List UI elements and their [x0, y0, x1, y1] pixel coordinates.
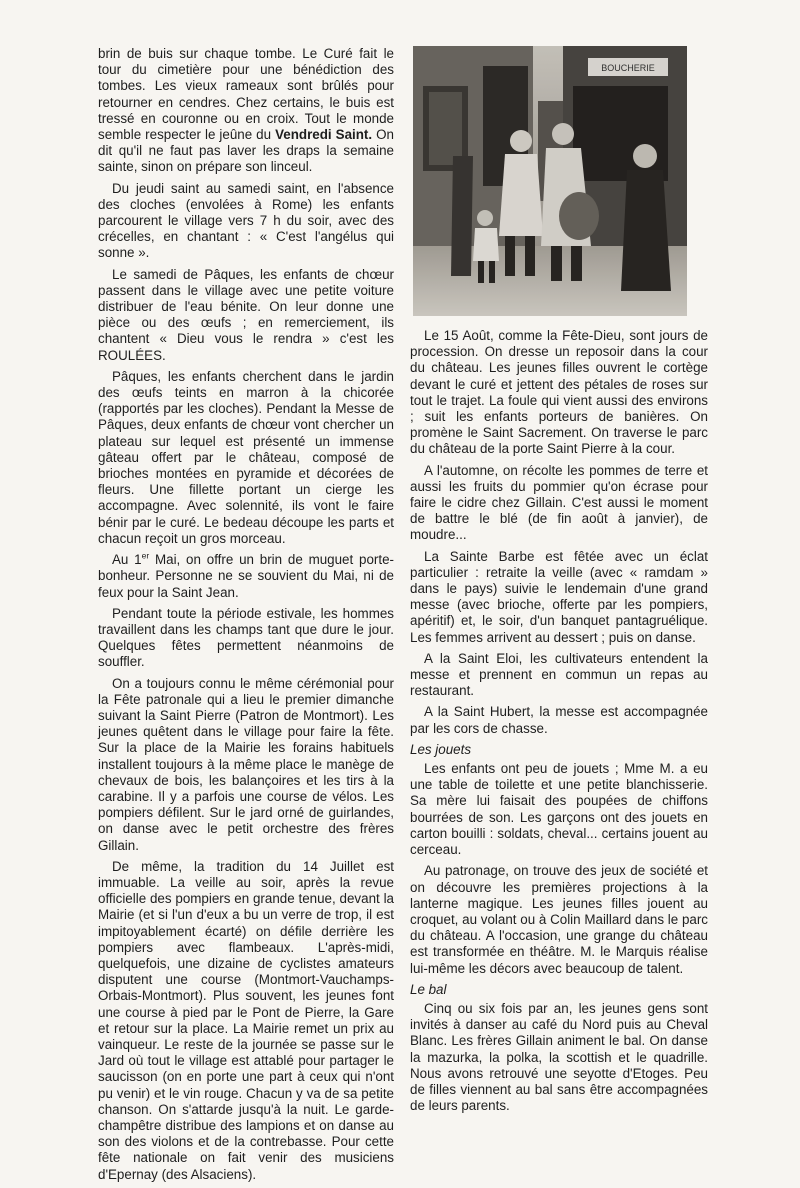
bold-text: Vendredi Saint. [275, 127, 373, 143]
left-paragraph [98, 606, 394, 671]
text-run: A l'automne, on récolte les pommes de terre et aussi les fruits du pommier qu'on écrase pour faire le cidre chez Gillain. C'est aussi le moment de battre le blé (de fin août à janvier), de moudre... [410, 462, 708, 543]
right-paragraph [410, 1001, 708, 1114]
shop-sign: BOUCHERIE [601, 63, 655, 73]
text-run: A la Saint Hubert, la messe est accompagnée par les cors de chasse. [410, 704, 708, 736]
section-heading: Les jouets [410, 741, 472, 757]
text-run: On dit qu'il ne faut pas laver les draps la semaine sainte, sinon on prépare son linceul. [98, 127, 394, 175]
text-run: Au 1 [112, 552, 142, 568]
section-heading: Le bal [410, 981, 447, 997]
text-run: Pendant toute la période estivale, les hommes travaillent dans les champs tant que dure le jour. Quelques fêtes permettent néanmoins de souffler. [98, 605, 394, 670]
right-paragraph [410, 704, 708, 736]
text-run: Du jeudi saint au samedi saint, en l'absence des cloches (envolées à Rome) les enfants parcourent le village vers 7 h du soir, avec des crécelles, en chantant : « C'est l'angélus qui sonne ». [98, 180, 394, 261]
text-run: Mai, on offre un brin de muguet porte-bonheur. Personne ne se souvient du Mai, ni de feux pour la Saint Jean. [98, 552, 394, 600]
text-run: Le 15 Août, comme la Fête-Dieu, sont jours de procession. On dresse un reposoir dans la cour du château. Les jeunes filles ouvrent le cortège devant le curé et jettent des pétales de roses sur tout le trajet. La foule qui vient aussi des environs ; suit les enfants porteurs de banières. On promène le Saint Sacrement. On traverse le parc du château de la porte Saint Pierre à la cour. [410, 328, 708, 457]
right-paragraph [410, 463, 708, 544]
text-run: La Sainte Barbe est fêtée avec un éclat particulier : retraite la veille (avec « ramdam » dans le pays) suivie le lendemain d'une grand messe (avec brioche, offerte par les pompiers, apéritif) et, le soir, d'un banquet pantagruélique. Les femmes arrivent au dessert ; puis on danse. [410, 548, 708, 645]
text-run: Le samedi de Pâques, les enfants de chœur passent dans le village avec une petite voiture distribuer de l'eau bénite. On leur donne une pièce ou des œufs ; en remerciement, ils chantent « Dieu vous le rendra » c'est les ROULÉES. [98, 266, 394, 363]
left-paragraph [98, 859, 394, 1183]
left-paragraph [98, 181, 394, 262]
text-run: Pâques, les enfants cherchent dans le jardin des œufs teints en marron à la chicorée (rapportés par les cloches). Pendant la Messe de Pâques, deux enfants de chœur vont chercher un plateau sur lequel est présenté un immense gâteau offert par le château, composé de brioches montées en pyramide et décorées de fleurs. Une fillette portant un cierge les accompagne. Avec solennité, ils vont le faire bénir par le curé. Le bedeau découpe les parts et chacun reçoit un gros morceau. [98, 368, 394, 546]
text-run: brin de buis sur chaque tombe. Le Curé fait le tour du cimetière pour une bénédiction des tombes. Les vieux rameaux sont brûlés pour retourner en cendres. Chez certains, le buis est tressé en couronne ou en croix. Tout le monde semble respecter le jeûne du [98, 46, 394, 143]
text-run: Cinq ou six fois par an, les jeunes gens sont invités à danser au café du Nord puis au Cheval Blanc. Les frères Gillain animent le bal. On danse la mazurka, la polka, la scottish et le quadrille. Nous avons retrouvé une seyotte d'Etoges. Peu de filles viennent au bal sans être accompagnées de leurs parents. [410, 1000, 708, 1114]
right-paragraph [410, 863, 708, 976]
left-paragraph [98, 46, 394, 176]
superscript: er [141, 550, 150, 561]
text-run: On a toujours connu le même cérémonial pour la Fête patronale qui a lieu le premier dimanche suivant la Saint Pierre (Patron de Montmort). Les jeunes quêtent dans le village pour faire la fête. Sur la place de la Mairie les forains habituels installent toujours à la même place le manège de chevaux de bois, les balançoires et les tirs à la carabine. Il y a parfois une course de vélos. Les pompiers défilent. Sur le jard orné de guirlandes, on danse avec le petit orchestre des frères Gillain. [98, 675, 394, 853]
text-run: Les enfants ont peu de jouets ; Mme M. a eu une table de toilette et une petite blanchisserie. Sa mère lui faisait des poupées de chiffons bourrées de son. Les garçons ont des jouets en carton bouilli : soldats, cheval... certains jouent au cerceau. [410, 761, 708, 858]
right-paragraph [410, 549, 708, 646]
right-column [410, 328, 708, 1119]
text-run: A la Saint Eloi, les cultivateurs entendent la messe et prennent en commun un repas au restaurant. [410, 650, 708, 699]
historic-photo [413, 46, 687, 316]
right-paragraph [410, 761, 708, 858]
photo-illustration [413, 46, 687, 316]
left-paragraph [98, 369, 394, 547]
left-paragraph [98, 552, 394, 601]
text-run: Au patronage, on trouve des jeux de société et on découvre les premières projections à la lanterne magique. Les jeunes filles jouent au croquet, au volant ou à Colin Maillard dans le parc du château. A l'occasion, une grange du château est transformée en théâtre. M. le Marquis réalise lui-même les décors avec beaucoup de talent. [410, 863, 708, 976]
right-paragraph [410, 328, 708, 458]
left-paragraph [98, 676, 394, 854]
left-column [98, 46, 394, 1188]
text-run: De même, la tradition du 14 Juillet est immuable. La veille au soir, après la revue officielle des pompiers en grande tenue, devant la Mairie (et si l'un d'eux a bu un verre de trop, il est impitoyablement écarté) on défile derrière les pompiers avec flambeaux. L'après-midi, quelquefois, une dizaine de cyclistes amateurs disputent une course (Montmort-Vauchamps-Orbais-Montmort). Plus souvent, les jeunes font une course à pied par le Pont de Pierre, la Gare et retour sur la place. La Mairie remet un prix au vainqueur. Le reste de la journée se passe sur le Jard où tout le village est attablé pour partager le saucisson (on en porte une part à ceux qui n'ont pu venir) et le vin rouge. Chacun y va de sa petite chanson. On s'attarde jusqu'à la nuit. Le garde-champêtre distribue des lampions et on danse au son des violons et de la contrebasse. Pour cette fête nationale on fait venir des musiciens d'Epernay (des Alsaciens). [98, 858, 394, 1182]
right-paragraph [410, 651, 708, 700]
left-paragraph [98, 267, 394, 364]
